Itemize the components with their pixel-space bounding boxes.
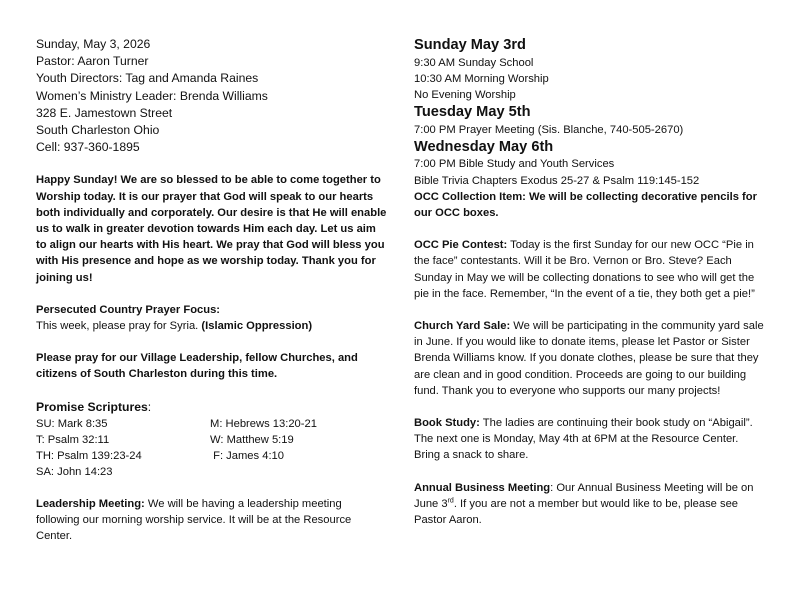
occ-collection: OCC Collection Item: We will be collecting decorative pencils for our OCC boxes. [414,190,757,219]
morning-worship: 10:30 AM Morning Worship [414,72,549,85]
bulletin-date: Sunday, May 3, 2026 [36,37,151,51]
scripture-su: SU: Mark 8:35 [36,417,108,430]
village-prayer: Please pray for our Village Leadership, fellow Churches, and citizens of South Charleston during this time. [36,352,358,381]
leadership-label: Leadership Meeting: [36,497,145,510]
annual-sup: rd [447,497,454,505]
persecuted-line [36,318,388,334]
promise-title: Promise Scriptures [36,399,148,414]
city-line: South Charleston Ohio [36,123,160,138]
welcome-paragraph: Happy Sunday! We are so blessed to be able to come together to Worship today. It is our prayer that God will speak to our hearts both individually and corporately. Our desire is that He will enable us to walk in greater devotion towards Him each day. Let us aim to align our hearts with His heart. We pray that God will bless you with His presence and hope as we worship today. Thank you for joining us! [36,174,387,284]
scripture-w: W: Matthew 5:19 [210,433,294,446]
leadership-text: We will be having a leadership meeting following our morning worship service. It will be at the Resource Center. [36,497,352,543]
street-address: 328 E. Jamestown Street [36,105,173,120]
church-yard-sale [414,318,766,399]
annual-text-b: . If you are not a member but would like to be, please see Pastor Aaron. [414,497,739,526]
bible-trivia: Bible Trivia Chapters Exodus 25-27 & Psalm 119:145-152 [414,174,700,187]
persecuted-text: This week, please pray for Syria. [36,320,199,333]
scripture-grid [36,416,388,480]
left-column [36,36,388,544]
promise-colon: : [147,399,152,414]
prayer-meeting: 7:00 PM Prayer Meeting (Sis. Blanche, 740-505-2670) [414,123,684,136]
pie-label: OCC Pie Contest: [414,239,508,252]
scripture-m: M: Hebrews 13:20-21 [210,417,317,430]
yard-label: Church Yard Sale: [414,319,511,332]
youth-directors-line: Youth Directors: Tag and Amanda Raines [36,71,259,86]
book-study [414,415,766,464]
persecuted-bold: (Islamic Oppression) [198,320,313,333]
scripture-t: T: Psalm 32:11 [36,433,110,446]
leadership-meeting [36,496,388,545]
sunday-heading: Sunday May 3rd [414,37,526,53]
occ-pie-contest [414,237,766,302]
scripture-f: F: James 4:10 [210,449,284,462]
right-column [414,36,766,528]
yard-text: We will be participating in the community yard sale in June. If you would like to donate items, please let Pastor or Sister Brenda Williams know. If you donate clothes, please be sure that they are clean and in good condition. Proceeds are going to our building fund. Thank you to everyone who supports our many projects! [414,319,764,397]
book-text: The ladies are continuing their book study on “Abigail”. The next one is Monday, May 4th at 6PM at the Resource Center. Bring a snack to share. [414,416,753,462]
wednesday-heading: Wednesday May 6th [414,138,554,155]
evening-worship: No Evening Worship [414,88,516,101]
annual-label: Annual Business Meeting [414,481,551,494]
promise-heading [36,399,388,416]
pastor-line: Pastor: Aaron Turner [36,54,149,69]
womens-ministry-line: Women’s Ministry Leader: Brenda Williams [36,88,268,103]
annual-business-meeting [414,480,766,529]
bible-study: 7:00 PM Bible Study and Youth Services [414,158,615,171]
scripture-empty [210,464,388,480]
tuesday-heading: Tuesday May 5th [414,104,531,121]
annual-text-a: : Our Annual Business Meeting will be on June 3 [414,481,754,510]
scripture-th: TH: Psalm 139:23-24 [36,449,142,462]
persecuted-title: Persecuted Country Prayer Focus: [36,303,221,316]
sunday-school: 9:30 AM Sunday School [414,56,534,69]
church-info [36,36,388,156]
scripture-sa: SA: John 14:23 [36,465,113,478]
cell-line: Cell: 937-360-1895 [36,140,140,155]
pie-text: Today is the first Sunday for our new OCC “Pie in the face” contestants. Will it be Bro. Vernon or Bro. Steve? Each Sunday in May we will be collecting donations to see who will get the pie in the face. Remember, “In the event of a tie, they both get a pie!” [414,239,755,300]
book-label: Book Study: [414,416,480,429]
